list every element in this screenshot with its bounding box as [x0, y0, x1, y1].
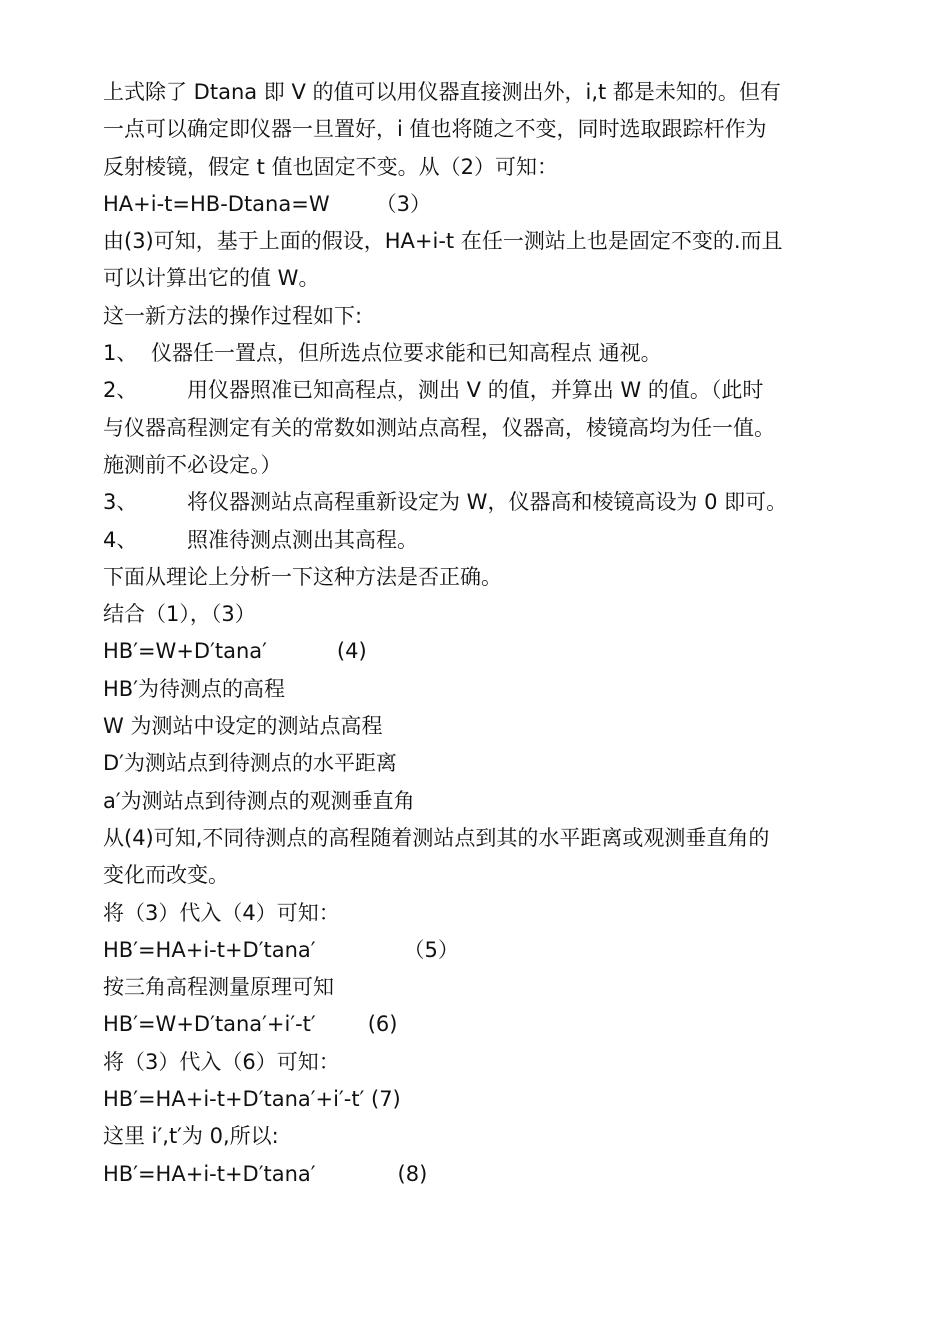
list-item-text: 用仪器照准已知高程点，测出 V 的值，并算出 W 的值。（此时 — [187, 378, 764, 403]
definition-line: W 为测站中设定的测站点高程 — [103, 714, 383, 739]
equation-line — [103, 186, 863, 223]
list-item-text: 照准待测点测出其高程。 — [187, 527, 418, 552]
equation: HA+i-t=HB-Dtana=W — [103, 191, 330, 216]
paragraph-line: 按三角高程测量原理可知 — [103, 975, 334, 1000]
paragraph-line: 将（3）代入（4）可知： — [103, 900, 340, 925]
list-item-number: 1、 — [103, 341, 138, 366]
definition-line: a′为测站点到待测点的观测垂直角 — [103, 788, 415, 813]
definition-line: HB′为待测点的高程 — [103, 676, 285, 701]
equation-number: （3） — [375, 191, 431, 216]
paragraph-line: 上式除了 Dtana 即 V 的值可以用仪器直接测出外，i,t 都是未知的。但有 — [103, 80, 781, 104]
paragraph-line: 结合（1），（3） — [103, 602, 256, 627]
equation-line — [103, 1006, 863, 1043]
list-item — [103, 484, 863, 521]
equation: HB′=W+D′tana′ — [103, 639, 267, 664]
paragraph-line: 从(4)可知,不同待测点的高程随着测站点到其的水平距离或观测垂直角的 — [103, 825, 770, 850]
list-item — [103, 522, 863, 559]
list-item — [103, 335, 863, 372]
equation-number: (6) — [367, 1012, 398, 1037]
list-item-number: 2、 — [103, 378, 138, 403]
equation: HB′=HA+i-t+D′tana′ — [103, 937, 316, 962]
paragraph-line: 下面从理论上分析一下这种方法是否正确。 — [103, 564, 502, 589]
paragraph-line: 与仪器高程测定有关的常数如测站点高程，仪器高，棱镜高均为任一值。 — [103, 415, 775, 440]
equation-line — [103, 633, 863, 670]
list-item-number: 4、 — [103, 527, 138, 552]
list-item — [103, 372, 863, 409]
paragraph-line: 可以计算出它的值 W。 — [103, 266, 320, 291]
paragraph-line: 施测前不必设定。） — [103, 452, 282, 477]
paragraph-line: 将（3）代入（6）可知： — [103, 1049, 340, 1074]
paragraph-line: 由(3)可知，基于上面的假设，HA+i-t 在任一测站上也是固定不变的.而且 — [103, 229, 783, 254]
equation-line — [103, 932, 863, 969]
equation-number: (8) — [397, 1161, 428, 1186]
list-item-text: 仪器任一置点，但所选点位要求能和已知高程点 通视。 — [151, 341, 662, 366]
paragraph-line: 一点可以确定即仪器一旦置好，i 值也将随之不变，同时选取跟踪杆作为 — [103, 117, 767, 142]
definition-line: D′为测站点到待测点的水平距离 — [103, 751, 397, 776]
paragraph-line: 变化而改变。 — [103, 863, 229, 888]
equation-line — [103, 1156, 863, 1193]
equation: HB′=W+D′tana′+i′-t′ — [103, 1012, 316, 1037]
list-item-text: 将仪器测站点高程重新设定为 W，仪器高和棱镜高设为 0 即可。 — [187, 490, 788, 515]
paragraph-line: 这一新方法的操作过程如下: — [103, 303, 363, 328]
equation: HB′=HA+i-t+D′tana′ — [103, 1161, 316, 1186]
equation-number: （5） — [403, 937, 459, 962]
document-page — [103, 74, 863, 1193]
paragraph-line: 反射棱镜，假定 t 值也固定不变。从（2）可知： — [103, 154, 558, 179]
equation-line: HB′=HA+i-t+D′tana′+i′-t′ (7) — [103, 1087, 401, 1112]
paragraph-line: 这里 i′,t′为 0,所以: — [103, 1124, 279, 1149]
equation-number: (4) — [336, 639, 367, 664]
list-item-number: 3、 — [103, 490, 138, 515]
